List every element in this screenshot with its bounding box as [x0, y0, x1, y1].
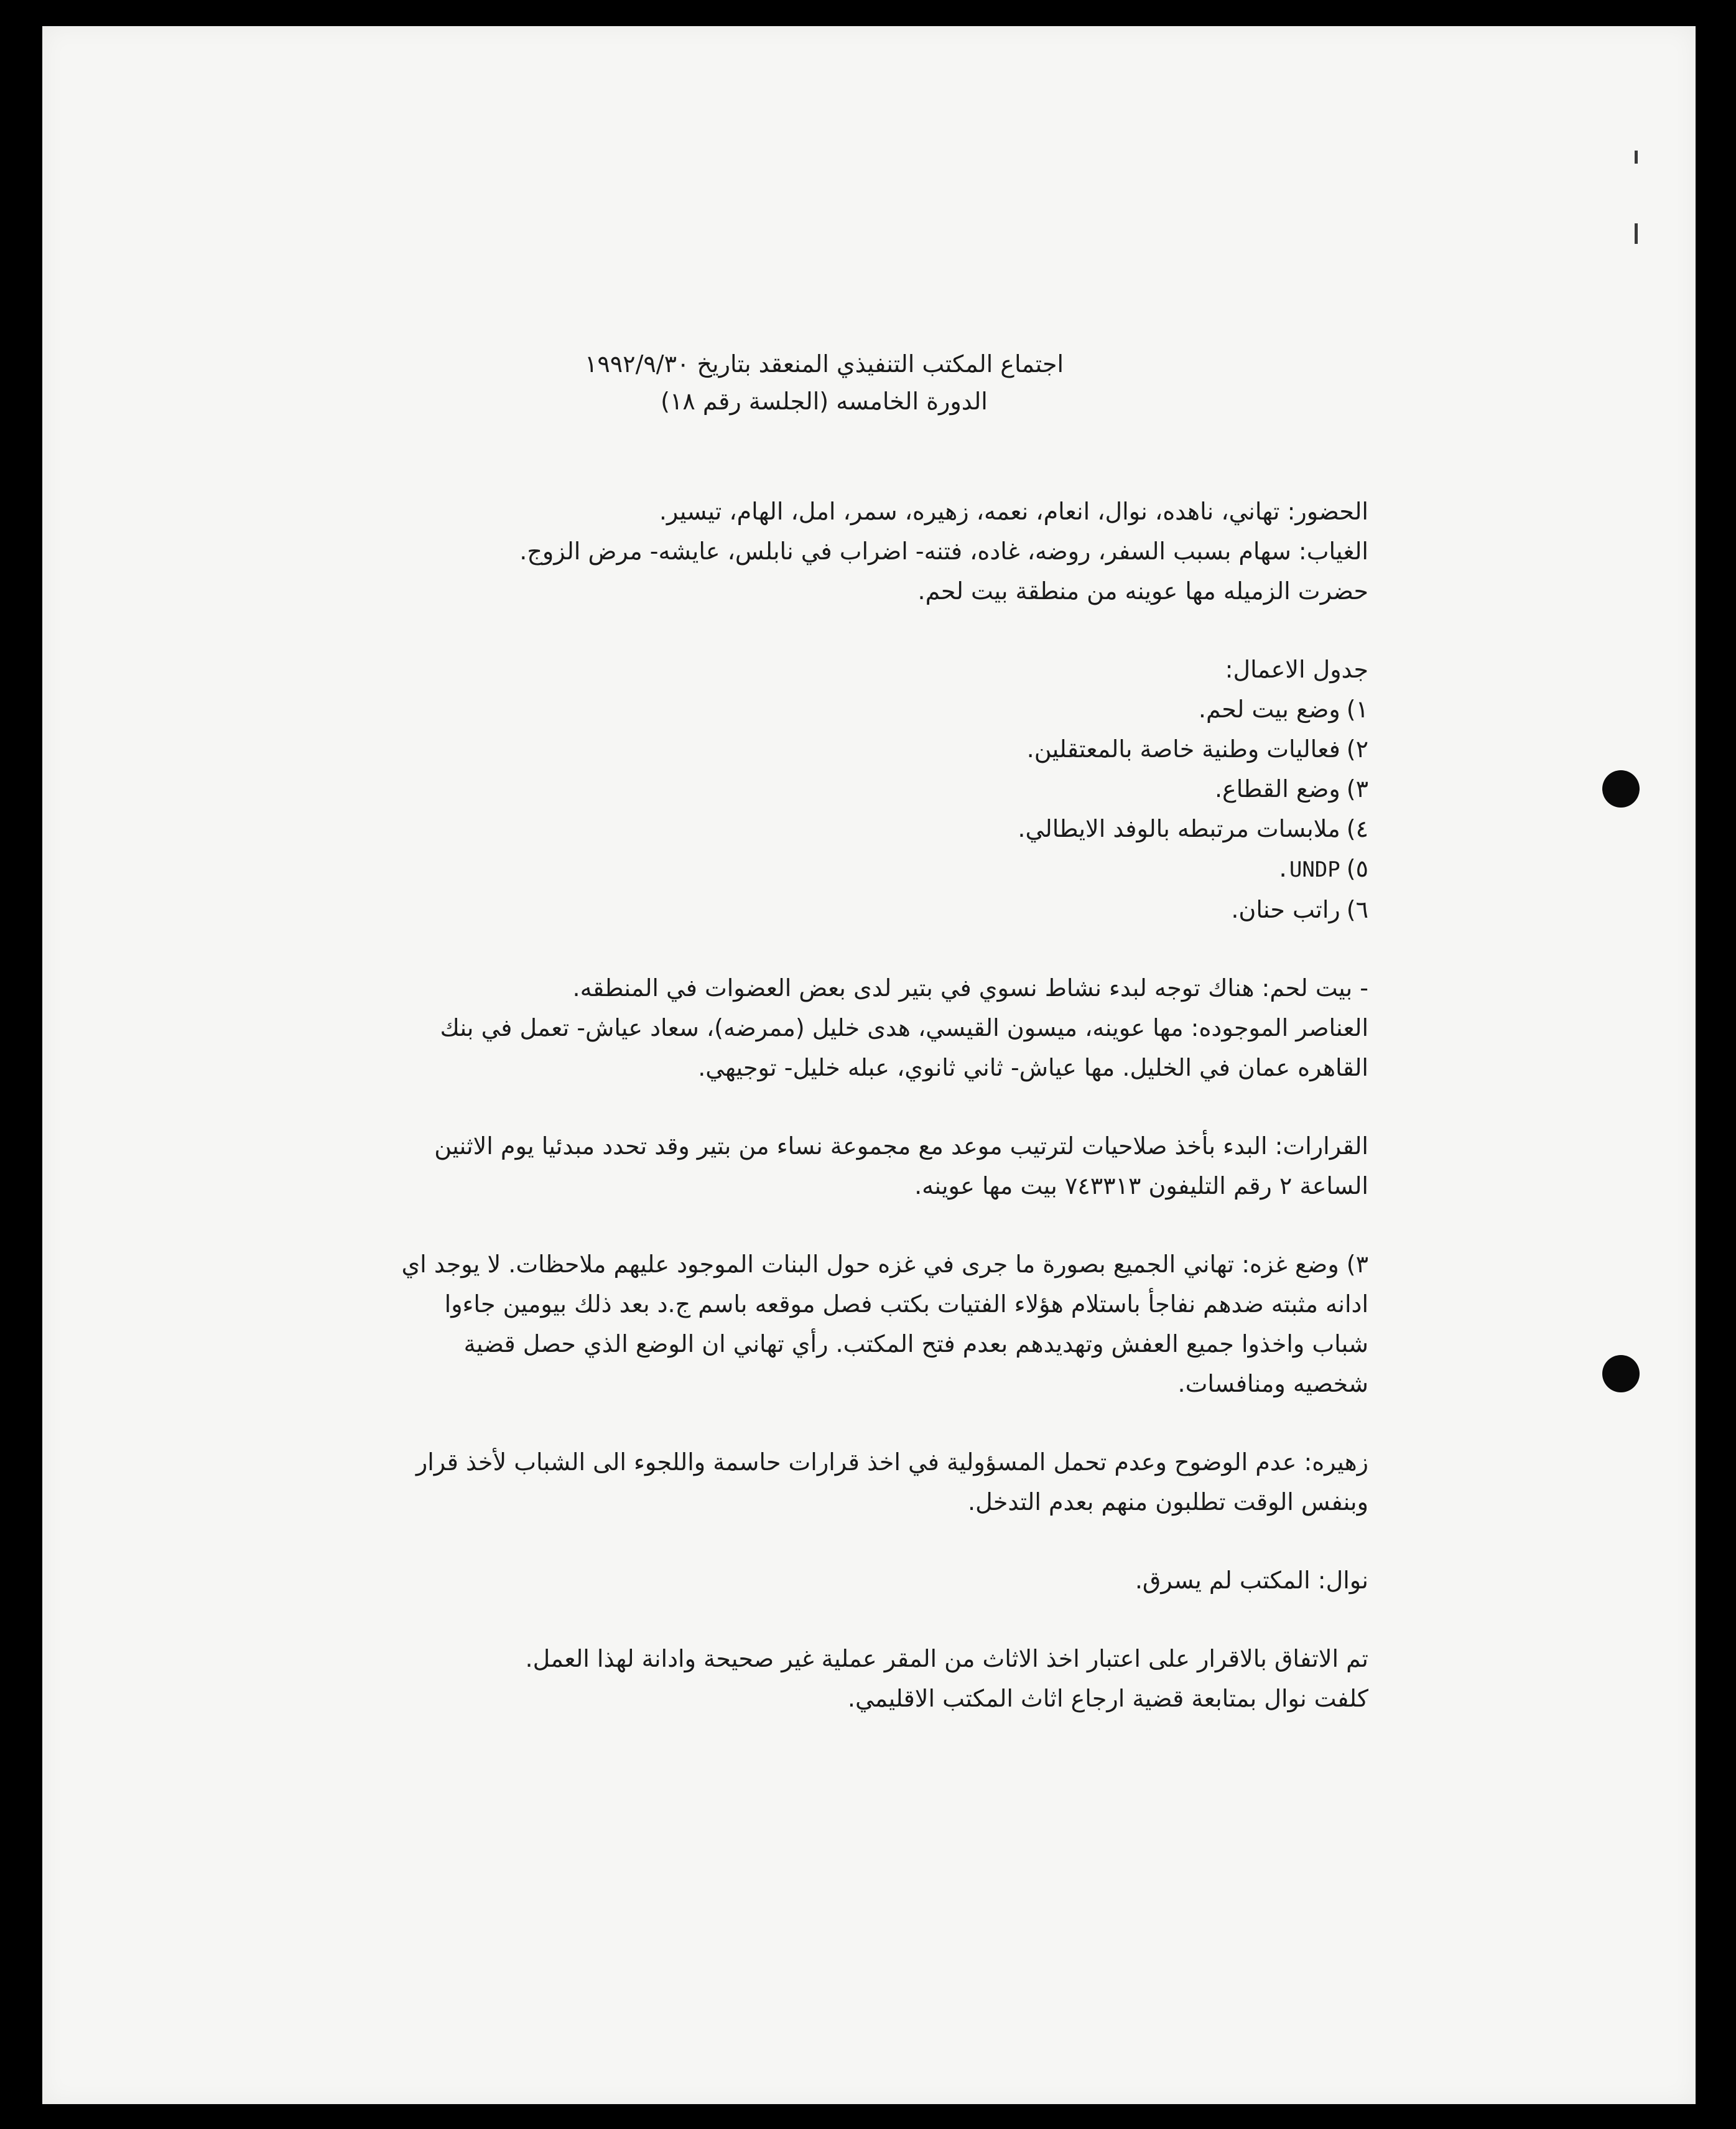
attendance-present: الحضور: تهاني، ناهده، نوال، انعام، نعمه، زهيره، سمر، امل، الهام، تيسير.	[659, 498, 1368, 525]
zuhaira-line-1: زهيره: عدم الوضوح وعدم تحمل المسؤولية في اخذ قرارات حاسمة واللجوء الى الشباب لأخذ قرار	[415, 1448, 1368, 1476]
title-line-2: الدورة الخامسه (الجلسة رقم ١٨)	[661, 388, 988, 415]
nawal-line-1: نوال: المكتب لم يسرق.	[1135, 1567, 1368, 1594]
document-body	[187, 345, 1368, 1757]
agenda-item: ٤)ملابسات مرتبطه بالوفد الايطالي.	[1018, 815, 1368, 842]
decisions-section	[187, 1126, 1368, 1206]
bethlehem-line-1: - بيت لحم: هناك توجه لبدء نشاط نسوي في بتير لدى بعض العضوات في المنطقه.	[572, 974, 1368, 1002]
bethlehem-section	[187, 968, 1368, 1088]
attendance-absent: الغياب: سهام بسبب السفر، روضه، غاده، فتنه- اضراب في نابلس، عايشه- مرض الزوج.	[519, 538, 1368, 565]
staple-mark	[1635, 151, 1638, 244]
zuhaira-line-2: وبنفس الوقت تطلبون منهم بعدم التدخل.	[968, 1488, 1368, 1516]
gaza-line-3: شباب واخذوا جميع العفش وتهديدهم بعدم فتح المكتب. رأي تهاني ان الوضع الذي حصل قضية	[463, 1330, 1368, 1358]
gaza-line-2: ادانه مثبته ضدهم نفاجأ باستلام هؤلاء الفتيات بكتب فصل موقعه باسم ج.د بعد ذلك بيومين جاءوا	[444, 1290, 1368, 1318]
agreement-line-2: كلفت نوال بمتابعة قضية ارجاع اثاث المكتب الاقليمي.	[847, 1685, 1368, 1712]
agenda-heading: جدول الاعمال:	[1225, 656, 1368, 683]
punch-hole-top	[1602, 770, 1640, 808]
punch-hole-bottom	[1602, 1355, 1640, 1392]
agreement-section	[187, 1639, 1368, 1718]
agreement-line-1: تم الاتفاق بالاقرار على اعتبار اخذ الاثاث من المقر عملية غير صحيحة وادانة لهذا العمل.	[525, 1645, 1368, 1672]
gaza-section	[187, 1244, 1368, 1404]
agenda-item: ٦)راتب حنان.	[1231, 896, 1368, 923]
bethlehem-line-2: العناصر الموجوده: مها عوينه، ميسون القيسي، هدى خليل (ممرضه)، سعاد عياش- تعمل في بنك	[440, 1014, 1368, 1041]
agenda-item: ١)وضع بيت لحم.	[1198, 696, 1368, 723]
document-title	[280, 345, 1368, 420]
agenda-item: ٣)وضع القطاع.	[1214, 775, 1368, 803]
title-line-1: اجتماع المكتب التنفيذي المنعقد بتاريخ ١٩٩٢/٩/٣٠	[584, 350, 1064, 378]
agenda-item: ٢)فعاليات وطنية خاصة بالمعتقلين.	[1026, 735, 1368, 763]
zuhaira-section	[187, 1442, 1368, 1522]
attendance-section	[187, 491, 1368, 611]
agenda-item: ٥)UNDP.	[1276, 855, 1368, 882]
nawal-section	[187, 1560, 1368, 1600]
gaza-line-1: ٣) وضع غزه: تهاني الجميع بصورة ما جرى في غزه حول البنات الموجود عليهم ملاحظات. لا يوجد اي	[401, 1251, 1368, 1278]
decisions-line-1: القرارات: البدء بأخذ صلاحيات لترتيب موعد مع مجموعة نساء من بتير وقد تحدد مبدئيا يوم الاثنين	[434, 1132, 1368, 1160]
decisions-line-2: الساعة ٢ رقم التليفون ٧٤٣٣١٣ بيت مها عوينه.	[914, 1172, 1368, 1200]
gaza-line-4: شخصيه ومنافسات.	[1177, 1370, 1368, 1397]
bethlehem-line-3: القاهره عمان في الخليل. مها عياش- ثاني ثانوي، عبله خليل- توجيهي.	[698, 1054, 1368, 1081]
agenda-section	[187, 650, 1368, 929]
attendance-guest: حضرت الزميله مها عوينه من منطقة بيت لحم.	[917, 577, 1368, 605]
